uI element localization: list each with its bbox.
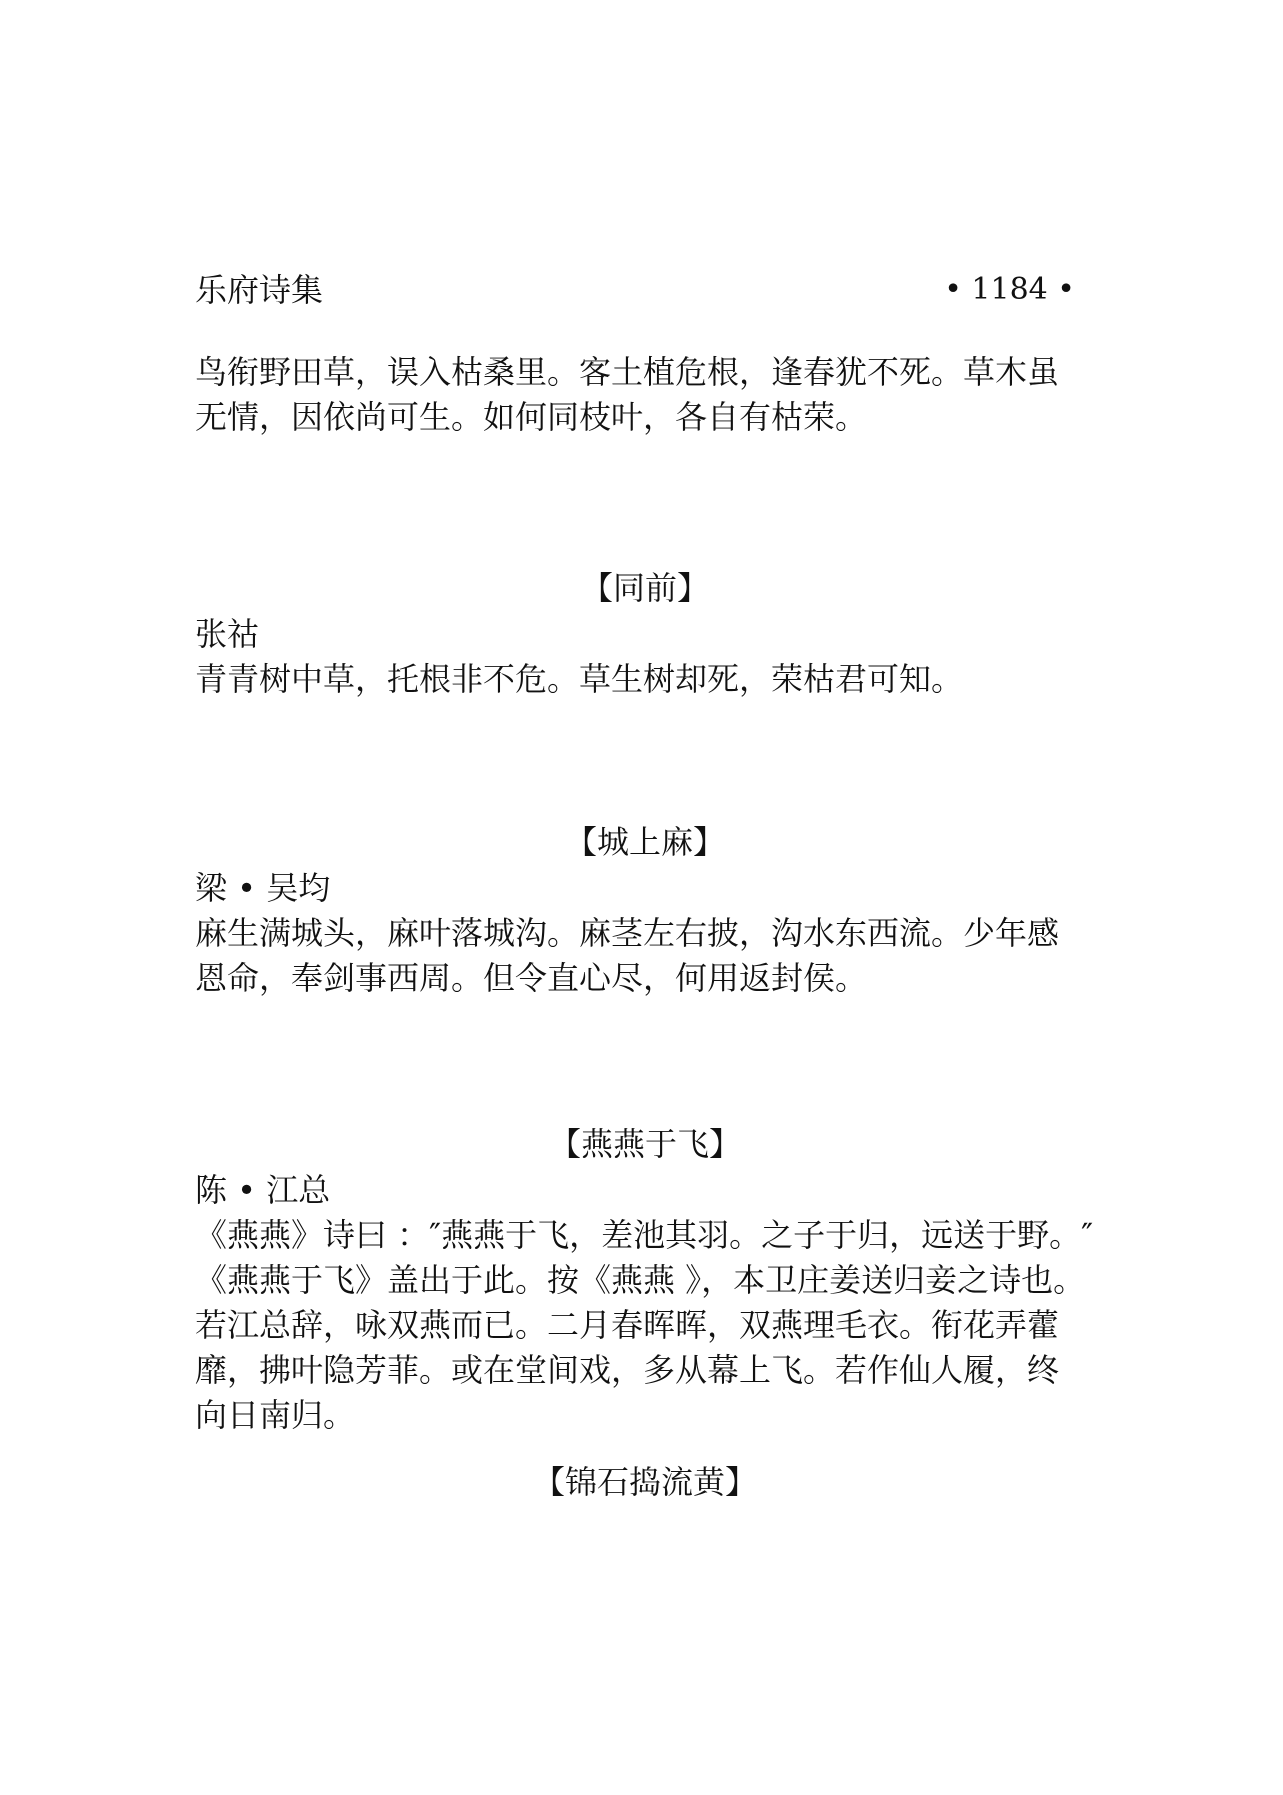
section-title: 【燕燕于飞】 bbox=[548, 1125, 741, 1163]
poem-line: 靡，拂叶隐芳菲。或在堂间戏，多从幕上飞。若作仙人履，终 bbox=[195, 1351, 1060, 1389]
intro-poem bbox=[195, 350, 1095, 440]
poem-line: 青青树中草，托根非不危。草生树却死，荣枯君可知。 bbox=[195, 660, 964, 698]
section-author: 张祜 bbox=[195, 615, 260, 653]
section-body bbox=[195, 612, 1095, 702]
section-author: 陈 • 江总 bbox=[195, 1171, 331, 1209]
poem-line: 麻生满城头，麻叶落城沟。麻茎左右披，沟水东西流。少年感 bbox=[195, 914, 1060, 952]
page-number: • 1184 • bbox=[944, 272, 1075, 307]
section-body bbox=[195, 866, 1095, 1001]
section-body bbox=[195, 1168, 1095, 1438]
poem-line: 《燕燕于飞》盖出于此。按《燕燕 》，本卫庄姜送归妾之诗也。 bbox=[195, 1261, 1086, 1299]
poem-line: 无情，因依尚可生。如何同枝叶，各自有枯荣。 bbox=[195, 398, 868, 436]
section-title: 【城上麻】 bbox=[564, 823, 725, 861]
book-title: 乐府诗集 bbox=[195, 271, 324, 309]
poem-line: 《燕燕》诗曰 ：″燕燕于飞，差池其羽。之子于归，远送于野。″ bbox=[195, 1216, 1094, 1254]
poem-line: 鸟衔野田草，误入枯桑里。客土植危根，逢春犹不死。草木虽 bbox=[195, 353, 1060, 391]
poem-line: 若江总辞，咏双燕而已。二月春晖晖，双燕理毛衣。衔花弄藿 bbox=[195, 1306, 1060, 1344]
section-title: 【同前】 bbox=[580, 569, 709, 607]
poem-line: 恩命，奉剑事西周。但令直心尽，何用返封侯。 bbox=[195, 959, 868, 997]
section-title: 【锦石捣流黄】 bbox=[532, 1463, 757, 1501]
poem-line: 向日南归。 bbox=[195, 1396, 356, 1434]
page-header bbox=[195, 268, 1075, 312]
section-author: 梁 • 吴均 bbox=[195, 869, 331, 907]
